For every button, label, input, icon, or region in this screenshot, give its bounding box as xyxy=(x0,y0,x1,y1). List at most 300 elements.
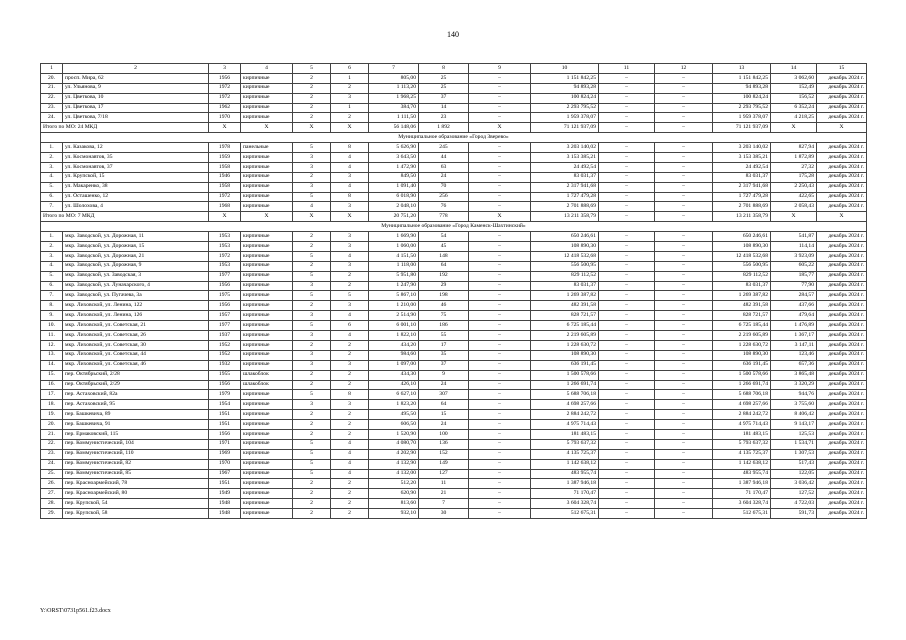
table-cell: – xyxy=(599,350,655,360)
table-cell: 482 391,58 xyxy=(531,301,599,311)
table-cell: кирпичные xyxy=(241,153,293,163)
table-row xyxy=(41,509,867,519)
table-row xyxy=(41,143,867,153)
table-cell: 83 031,37 xyxy=(531,281,599,291)
table-cell: 2 219 605,89 xyxy=(531,331,599,341)
table-cell: 2 xyxy=(293,429,331,439)
table-cell: 1958 xyxy=(209,162,241,172)
table-cell: 1979 xyxy=(209,390,241,400)
table-cell: 2 xyxy=(293,499,331,509)
table-cell: 1 266 691,74 xyxy=(713,380,771,390)
table-cell: 2 xyxy=(331,489,369,499)
table-cell: – xyxy=(469,469,531,479)
table-cell: мкр. Лиховской, ул. Ленина, 126 xyxy=(63,311,209,321)
table-row xyxy=(41,103,867,113)
table-cell: 114,14 xyxy=(771,242,817,252)
table-cell: кирпичные xyxy=(241,410,293,420)
table-row xyxy=(41,261,867,271)
table-cell: кирпичные xyxy=(241,182,293,192)
table-cell: 4 xyxy=(331,449,369,459)
table-row xyxy=(41,83,867,93)
table-cell: 2 xyxy=(293,242,331,252)
table-row xyxy=(41,73,867,83)
table-cell: – xyxy=(599,489,655,499)
table-cell: 256 xyxy=(419,192,469,202)
table-cell: 849,50 xyxy=(369,172,419,182)
table-cell: 2 xyxy=(293,380,331,390)
table-cell: декабрь 2024 г. xyxy=(817,360,867,370)
table-cell: – xyxy=(599,340,655,350)
table-cell: 4. xyxy=(41,172,63,182)
column-number-cell: 8 xyxy=(419,64,469,74)
table-row xyxy=(41,192,867,202)
table-cell: 434,20 xyxy=(369,340,419,350)
table-cell: пер. Октябрьский, 2/29 xyxy=(63,380,209,390)
table-cell: 29 xyxy=(419,281,469,291)
table-cell: – xyxy=(655,83,713,93)
table-cell: 636 191,45 xyxy=(713,360,771,370)
table-cell: 3 643,50 xyxy=(369,153,419,163)
table-cell: 1 142 638,12 xyxy=(531,459,599,469)
table-cell: – xyxy=(469,251,531,261)
table-cell: декабрь 2024 г. xyxy=(817,410,867,420)
table-cell: – xyxy=(469,360,531,370)
total-cell: X xyxy=(469,123,531,133)
table-cell: пер. Башкевича, 91 xyxy=(63,420,209,430)
table-cell: кирпичные xyxy=(241,172,293,182)
table-cell: декабрь 2024 г. xyxy=(817,291,867,301)
table-cell: 4 xyxy=(331,162,369,172)
table-cell: 1975 xyxy=(209,291,241,301)
table-cell: 5 xyxy=(293,251,331,261)
table-cell: – xyxy=(469,93,531,103)
table-cell: – xyxy=(599,291,655,301)
table-cell: – xyxy=(599,439,655,449)
table-cell: декабрь 2024 г. xyxy=(817,340,867,350)
table-cell: 1952 xyxy=(209,350,241,360)
table-cell: – xyxy=(655,509,713,519)
table-cell: 1949 xyxy=(209,489,241,499)
table-cell: кирпичные xyxy=(241,390,293,400)
table-cell: 2 xyxy=(293,261,331,271)
table-cell: 556 500,95 xyxy=(713,261,771,271)
table-cell: 3 xyxy=(331,261,369,271)
table-cell: 1959 xyxy=(209,153,241,163)
table-cell: декабрь 2024 г. xyxy=(817,429,867,439)
table-cell: ул. Крупской, 15 xyxy=(63,172,209,182)
table-cell: пер. Астаховский, 82а xyxy=(63,390,209,400)
table-cell: 2 xyxy=(331,340,369,350)
table-cell: 5 626,90 xyxy=(369,143,419,153)
table-cell: 3 xyxy=(331,232,369,242)
table-cell: 5 xyxy=(293,439,331,449)
table-cell: – xyxy=(599,380,655,390)
table-cell: – xyxy=(469,172,531,182)
table-cell: – xyxy=(655,113,713,123)
table-cell: 1968 xyxy=(209,202,241,212)
table-cell: 2 884 242,72 xyxy=(713,410,771,420)
table-cell: 6 018,90 xyxy=(369,192,419,202)
table-cell: 1 xyxy=(331,73,369,83)
total-cell: 71 121 937,09 xyxy=(531,123,599,133)
table-cell: 3 062,60 xyxy=(771,73,817,83)
section-header-row xyxy=(41,133,867,143)
total-cell: X xyxy=(469,212,531,222)
table-cell: 2 xyxy=(331,83,369,93)
column-number-cell: 1 xyxy=(41,64,63,74)
table-cell: – xyxy=(469,439,531,449)
table-cell: 16. xyxy=(41,380,63,390)
table-cell: 2 xyxy=(293,73,331,83)
table-cell: кирпичные xyxy=(241,429,293,439)
table-cell: 175,28 xyxy=(771,172,817,182)
table-cell: 186 xyxy=(419,321,469,331)
table-cell: 22. xyxy=(41,439,63,449)
table-cell: 3 xyxy=(331,400,369,410)
table-cell: 636 191,45 xyxy=(531,360,599,370)
table-cell: – xyxy=(655,182,713,192)
table-cell: 94 893,28 xyxy=(531,83,599,93)
table-cell: 127 xyxy=(419,469,469,479)
table-cell: 3 203 140,02 xyxy=(713,143,771,153)
housing-register-table xyxy=(40,63,867,519)
table-cell: 185,77 xyxy=(771,271,817,281)
table-cell: 3 xyxy=(293,281,331,291)
table-cell: мкр. Заводской, ул. Пугачева, 3а xyxy=(63,291,209,301)
table-cell: 1937 xyxy=(209,331,241,341)
table-cell: 20. xyxy=(41,73,63,83)
table-cell: кирпичные xyxy=(241,469,293,479)
table-cell: 6 627,10 xyxy=(369,390,419,400)
table-cell: – xyxy=(469,311,531,321)
table-cell: 2 xyxy=(293,509,331,519)
table-cell: пер. Астаховский, 95 xyxy=(63,400,209,410)
table-cell: 3 xyxy=(293,153,331,163)
table-cell: мкр. Заводской, ул. Дорожная, 9 xyxy=(63,261,209,271)
table-cell: 1 500 578,66 xyxy=(713,370,771,380)
table-cell: 21. xyxy=(41,429,63,439)
table-cell: 1. xyxy=(41,143,63,153)
table-cell: 813,60 xyxy=(369,499,419,509)
table-cell: 94 893,28 xyxy=(713,83,771,93)
column-number-cell: 3 xyxy=(209,64,241,74)
table-cell: 2 xyxy=(293,93,331,103)
table-cell: 5. xyxy=(41,182,63,192)
table-cell: 108 890,30 xyxy=(713,350,771,360)
table-cell: ул. Космонавтов, 35 xyxy=(63,153,209,163)
table-cell: 5 688 706,18 xyxy=(531,390,599,400)
table-cell: 1 091,40 xyxy=(369,182,419,192)
table-cell: – xyxy=(655,261,713,271)
total-cell: X xyxy=(771,123,817,133)
table-cell: 1969 xyxy=(209,449,241,459)
table-cell: 606,50 xyxy=(369,420,419,430)
table-row xyxy=(41,301,867,311)
table-cell: 1977 xyxy=(209,271,241,281)
table-cell: – xyxy=(655,489,713,499)
table-cell: 3 153 385,21 xyxy=(531,153,599,163)
total-cell: X xyxy=(817,123,867,133)
table-cell: декабрь 2024 г. xyxy=(817,350,867,360)
table-cell: 829 112,52 xyxy=(531,271,599,281)
table-row xyxy=(41,182,867,192)
table-cell: – xyxy=(599,509,655,519)
table-cell: кирпичные xyxy=(241,489,293,499)
table-cell: 1 727 479,28 xyxy=(531,192,599,202)
table-cell: 1 307,53 xyxy=(771,449,817,459)
table-cell: – xyxy=(599,73,655,83)
table-cell: – xyxy=(655,232,713,242)
table-cell: 2 701 888,69 xyxy=(531,202,599,212)
table-cell: 495,50 xyxy=(369,410,419,420)
table-cell: – xyxy=(655,420,713,430)
table-cell: 29. xyxy=(41,509,63,519)
table-cell: – xyxy=(469,83,531,93)
table-cell: 1 113,20 xyxy=(369,83,419,93)
table-cell: 1 387 946,18 xyxy=(713,479,771,489)
table-cell: 3. xyxy=(41,162,63,172)
table-cell: декабрь 2024 г. xyxy=(817,242,867,252)
table-cell: 108 890,30 xyxy=(531,242,599,252)
column-number-cell: 13 xyxy=(713,64,771,74)
table-cell: – xyxy=(655,291,713,301)
table-cell: – xyxy=(599,113,655,123)
table-cell: 77,90 xyxy=(771,281,817,291)
table-cell: 136 xyxy=(419,439,469,449)
table-cell: мкр. Заводской, ул. Луначарского, 4 xyxy=(63,281,209,291)
table-cell: пер. Красноармейский, 80 xyxy=(63,489,209,499)
table-cell: 12. xyxy=(41,340,63,350)
table-cell: ул. Космонавтов, 37 xyxy=(63,162,209,172)
table-cell: декабрь 2024 г. xyxy=(817,301,867,311)
table-cell: 5 xyxy=(293,469,331,479)
table-cell: 1977 xyxy=(209,321,241,331)
total-cell: 778 xyxy=(419,212,469,222)
table-cell: 479,64 xyxy=(771,311,817,321)
table-cell: кирпичные xyxy=(241,113,293,123)
table-cell: 19. xyxy=(41,410,63,420)
table-cell: 17 xyxy=(419,340,469,350)
table-cell: шлакоблок xyxy=(241,370,293,380)
table-cell: 4 135 725,37 xyxy=(531,449,599,459)
table-cell: – xyxy=(599,172,655,182)
table-cell: 512 675,31 xyxy=(713,509,771,519)
table-cell: 5 xyxy=(293,321,331,331)
table-cell: кирпичные xyxy=(241,251,293,261)
section-title: Муниципальное образование «Город Каменск-Шахтинский» xyxy=(41,222,867,232)
table-cell: 4 722,03 xyxy=(771,499,817,509)
table-cell: 5 xyxy=(293,192,331,202)
table-cell: декабрь 2024 г. xyxy=(817,420,867,430)
table-row xyxy=(41,499,867,509)
table-cell: – xyxy=(655,103,713,113)
table-cell: 3 xyxy=(331,242,369,252)
table-cell: декабрь 2024 г. xyxy=(817,400,867,410)
table-cell: кирпичные xyxy=(241,311,293,321)
table-cell: ул. Цветкова, 7/18 xyxy=(63,113,209,123)
total-cell: X xyxy=(331,123,369,133)
table-cell: – xyxy=(599,242,655,252)
table-cell: 108 890,30 xyxy=(713,242,771,252)
table-cell: декабрь 2024 г. xyxy=(817,232,867,242)
table-cell: 14 xyxy=(419,103,469,113)
table-cell: – xyxy=(599,83,655,93)
table-cell: ул. Казакова, 12 xyxy=(63,143,209,153)
table-cell: – xyxy=(655,410,713,420)
table-cell: 15. xyxy=(41,370,63,380)
total-cell: X xyxy=(209,123,241,133)
table-cell: 4 xyxy=(331,251,369,261)
column-number-cell: 5 xyxy=(293,64,331,74)
table-cell: – xyxy=(469,192,531,202)
table-cell: – xyxy=(655,360,713,370)
table-cell: 3 203 140,02 xyxy=(531,143,599,153)
table-cell: шлакоблок xyxy=(241,380,293,390)
table-cell: – xyxy=(469,400,531,410)
table-cell: 76 xyxy=(419,202,469,212)
table-cell: – xyxy=(599,153,655,163)
table-cell: 4 135 725,37 xyxy=(713,449,771,459)
table-cell: декабрь 2024 г. xyxy=(817,192,867,202)
table-cell: 1 210,00 xyxy=(369,301,419,311)
table-cell: 37 xyxy=(419,360,469,370)
table-cell: 1970 xyxy=(209,459,241,469)
table-cell: 2 884 242,72 xyxy=(531,410,599,420)
table-cell: 3 923,09 xyxy=(771,251,817,261)
table-cell: 3 036,42 xyxy=(771,479,817,489)
table-cell: 55 xyxy=(419,331,469,341)
table-cell: 24 xyxy=(419,380,469,390)
table-row xyxy=(41,172,867,182)
table-cell: 9 143,17 xyxy=(771,420,817,430)
table-cell: 2 317 941,68 xyxy=(713,182,771,192)
table-row xyxy=(41,153,867,163)
table-row xyxy=(41,449,867,459)
table-cell: 1 520,90 xyxy=(369,429,419,439)
table-cell: кирпичные xyxy=(241,202,293,212)
table-cell: 5 xyxy=(293,390,331,400)
table-cell: 1 228 630,72 xyxy=(713,340,771,350)
table-cell: 1 500 578,66 xyxy=(531,370,599,380)
table-cell: 827,94 xyxy=(771,143,817,153)
table-cell: – xyxy=(655,311,713,321)
table-cell: 1 959 378,07 xyxy=(531,113,599,123)
table-cell: 2 701 888,69 xyxy=(713,202,771,212)
table-row xyxy=(41,489,867,499)
table-row xyxy=(41,459,867,469)
table-cell: 1 111,50 xyxy=(369,113,419,123)
table-cell: 2 219 605,89 xyxy=(713,331,771,341)
table-cell: кирпичные xyxy=(241,281,293,291)
total-cell: X xyxy=(209,212,241,222)
table-cell: 4 202,90 xyxy=(369,449,419,459)
table-cell: 2 xyxy=(293,113,331,123)
table-cell: – xyxy=(599,162,655,172)
table-cell: 4 698 257,66 xyxy=(713,400,771,410)
table-cell: мкр. Лиховской, ул. Ленина, 122 xyxy=(63,301,209,311)
table-cell: – xyxy=(599,449,655,459)
table-cell: 657,36 xyxy=(771,360,817,370)
table-cell: декабрь 2024 г. xyxy=(817,113,867,123)
table-cell: мкр. Заводской, ул. Дорожная, 11 xyxy=(63,232,209,242)
total-cell: X xyxy=(293,123,331,133)
table-cell: 2 317 941,68 xyxy=(531,182,599,192)
table-cell: 6. xyxy=(41,281,63,291)
table-cell: 2 048,10 xyxy=(369,202,419,212)
table-cell: – xyxy=(469,162,531,172)
table-cell: 1 959 378,07 xyxy=(713,113,771,123)
table-cell: 198 xyxy=(419,291,469,301)
table-cell: – xyxy=(469,202,531,212)
table-cell: – xyxy=(599,202,655,212)
table-cell: – xyxy=(469,331,531,341)
table-cell: декабрь 2024 г. xyxy=(817,321,867,331)
table-cell: 512 675,31 xyxy=(531,509,599,519)
table-cell: – xyxy=(599,459,655,469)
table-cell: 1946 xyxy=(209,172,241,182)
table-cell: 15 xyxy=(419,410,469,420)
table-cell: 64 xyxy=(419,261,469,271)
table-cell: 1953 xyxy=(209,232,241,242)
table-cell: 2 xyxy=(331,410,369,420)
table-cell: – xyxy=(469,321,531,331)
table-cell: – xyxy=(655,439,713,449)
table-cell: 1 151 842,25 xyxy=(713,73,771,83)
table-cell: 984,60 xyxy=(369,350,419,360)
table-cell: 192 xyxy=(419,271,469,281)
table-cell: 4 132,90 xyxy=(369,459,419,469)
table-cell: – xyxy=(599,143,655,153)
table-cell: – xyxy=(469,73,531,83)
table-cell: декабрь 2024 г. xyxy=(817,162,867,172)
total-cell: X xyxy=(771,212,817,222)
table-cell: – xyxy=(469,291,531,301)
table-cell: 605,22 xyxy=(771,261,817,271)
table-cell: 1948 xyxy=(209,499,241,509)
table-cell: – xyxy=(599,281,655,291)
table-row xyxy=(41,479,867,489)
table-cell: 384,70 xyxy=(369,103,419,113)
table-row xyxy=(41,420,867,430)
table-cell: 2 xyxy=(331,370,369,380)
table-cell: – xyxy=(599,93,655,103)
table-cell: 1 266 691,74 xyxy=(531,380,599,390)
table-cell: 2 xyxy=(331,350,369,360)
table-cell: 1 228 630,72 xyxy=(531,340,599,350)
table-cell: 27,32 xyxy=(771,162,817,172)
table-row xyxy=(41,340,867,350)
table-cell: – xyxy=(469,390,531,400)
table-cell: 3 865,48 xyxy=(771,370,817,380)
table-cell: – xyxy=(469,103,531,113)
table-cell: – xyxy=(655,390,713,400)
table-cell: 556 500,95 xyxy=(531,261,599,271)
table-cell: мкр. Лиховской, ул. Советская, 44 xyxy=(63,350,209,360)
page-number: 140 xyxy=(447,30,459,39)
total-cell: X xyxy=(331,212,369,222)
table-cell: – xyxy=(469,499,531,509)
table-cell: кирпичные xyxy=(241,360,293,370)
table-cell: – xyxy=(469,340,531,350)
table-cell: 426,10 xyxy=(369,380,419,390)
table-cell: 25 xyxy=(419,73,469,83)
table-cell: 1970 xyxy=(209,113,241,123)
table-cell: 1 060,00 xyxy=(369,242,419,252)
table-cell: декабрь 2024 г. xyxy=(817,479,867,489)
table-cell: – xyxy=(599,410,655,420)
table-cell: 3. xyxy=(41,251,63,261)
total-cell: 1 892 xyxy=(419,123,469,133)
